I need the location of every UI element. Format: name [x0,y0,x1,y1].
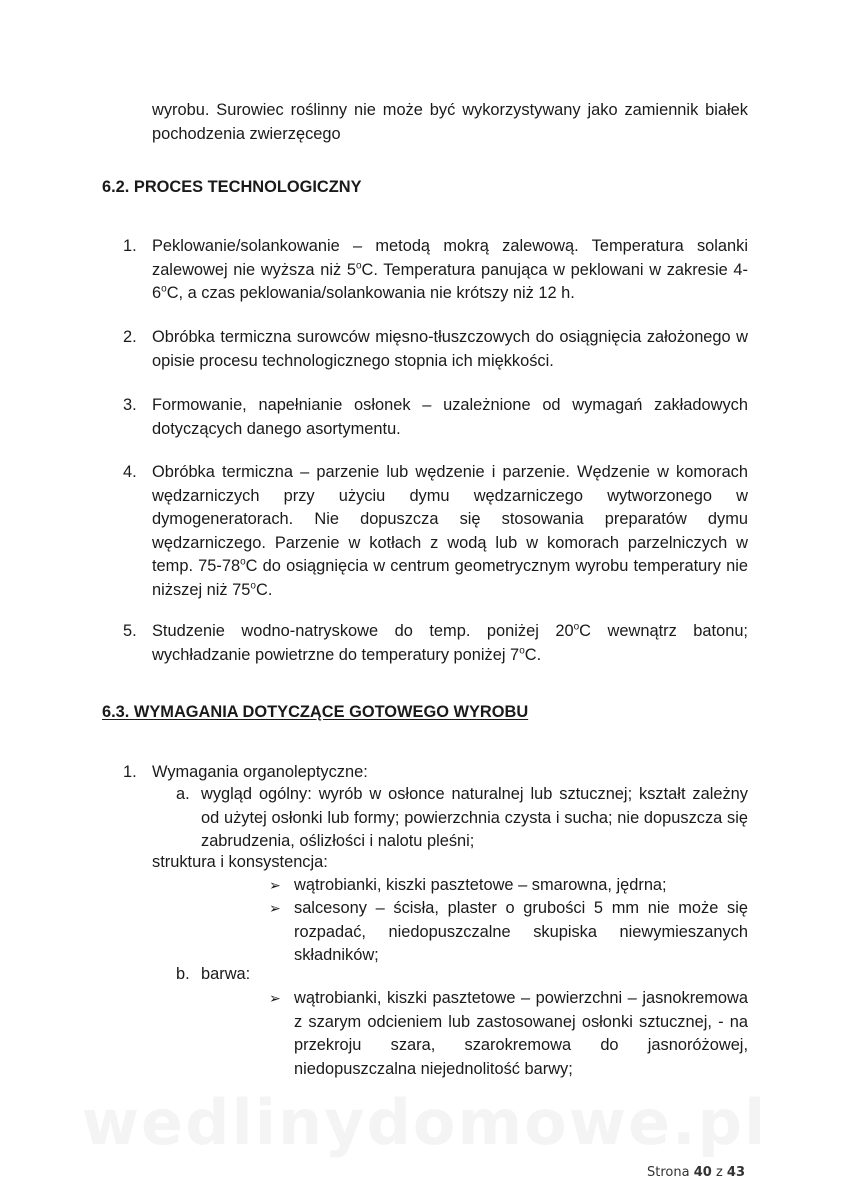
footer-separator: z [715,1165,723,1180]
structure-label: struktura i konsystencja: [152,853,328,871]
list-number: 3. [123,396,137,414]
section-heading-6-3: 6.3. WYMAGANIA DOTYCZĄCE GOTOWEGO WYROBU [102,703,529,721]
list-number: 4. [123,463,137,481]
footer-prefix: Strona [646,1165,690,1180]
footer-page-number: 40 [693,1165,712,1180]
bullet-arrow-icon: ➢ [269,877,281,893]
watermark: wedlinydomowe.pl [81,1086,768,1159]
bullet-item-liver-sausage-structure: wątrobianki, kiszki pasztetowe – smarowna, jędrna; [294,876,667,894]
list-item-organoleptic: Wymagania organoleptyczne: [152,763,368,781]
sub-item-color: barwa: [201,965,251,983]
section-heading-6-2: 6.2. PROCES TECHNOLOGICZNY [102,178,362,196]
list-item-1: Peklowanie/solankowanie – metodą mokrą zalewową. Temperatura solanki zalewowej nie wyższa niż 5$^o$C. Temperatura panująca w peklowani w zakresie 4-6$^o$C, a czas peklowania/solankowania nie krótszy niż 12 h. [152,237,748,303]
bullet-item-brawn-structure: salcesony – ścisła, plaster o grubości 5 mm nie może się rozpadać, niedopuszczalne skupiska niewymieszanych składników; [294,899,748,965]
list-item-2: Obróbka termiczna surowców mięsno-tłuszczowych do osiągnięcia założonego w opisie procesu technologicznego stopnia ich miękkości. [152,328,748,370]
list-item-4: Obróbka termiczna – parzenie lub wędzenie i parzenie. Wędzenie w komorach wędzarniczych przy użyciu dymu wędzarniczego wytworzonego w dymogeneratorach. Nie dopuszcza się stosowania preparatów dymu wędzarniczego. Parzenie w kotłach z wodą lub w komorach parzelniczych w temp. 75-78$^o$C do osiągnięcia w centrum geometrycznym wyrobu temperatury nie niższej niż 75$^o$C. [152,463,749,599]
bullet-arrow-icon: ➢ [269,900,281,916]
list-number: 1. [123,237,137,255]
list-number: 2. [123,328,137,346]
sub-letter-a: a. [176,785,190,803]
intro-paragraph: wyrobu. Surowiec roślinny nie może być wykorzystywany jako zamiennik białek pochodzenia zwierzęcego [152,101,748,143]
list-number: 5. [123,622,137,640]
list-number: 1. [123,763,137,781]
list-item-5: Studzenie wodno-natryskowe do temp. poniżej 20$^o$C wewnątrz batonu; wychładzanie powietrzne do temperatury poniżej 7$^o$C. [152,621,748,664]
footer-total-pages: 43 [726,1165,745,1180]
bullet-arrow-icon: ➢ [269,990,281,1006]
page-footer [647,1161,745,1185]
bullet-item-liver-sausage-color: wątrobianki, kiszki pasztetowe – powierzchni – jasnokremowa z szarym odcieniem lub zastosowanej osłonki sztucznej, - na przekroju szara, szarokremowa do jasnoróżowej, niedopuszczalna niejednolitość barwy; [294,989,748,1078]
sub-letter-b: b. [176,965,190,983]
list-item-3: Formowanie, napełnianie osłonek – uzależnione od wymagań zakładowych dotyczących danego asortymentu. [152,396,748,438]
sub-item-appearance: wygląd ogólny: wyrób w osłonce naturalnej lub sztucznej; kształt zależny od użytej osłonki lub formy; powierzchnia czysta i sucha; nie dopuszcza się zabrudzenia, oślizłości i nalotu pleśni; [201,785,748,851]
